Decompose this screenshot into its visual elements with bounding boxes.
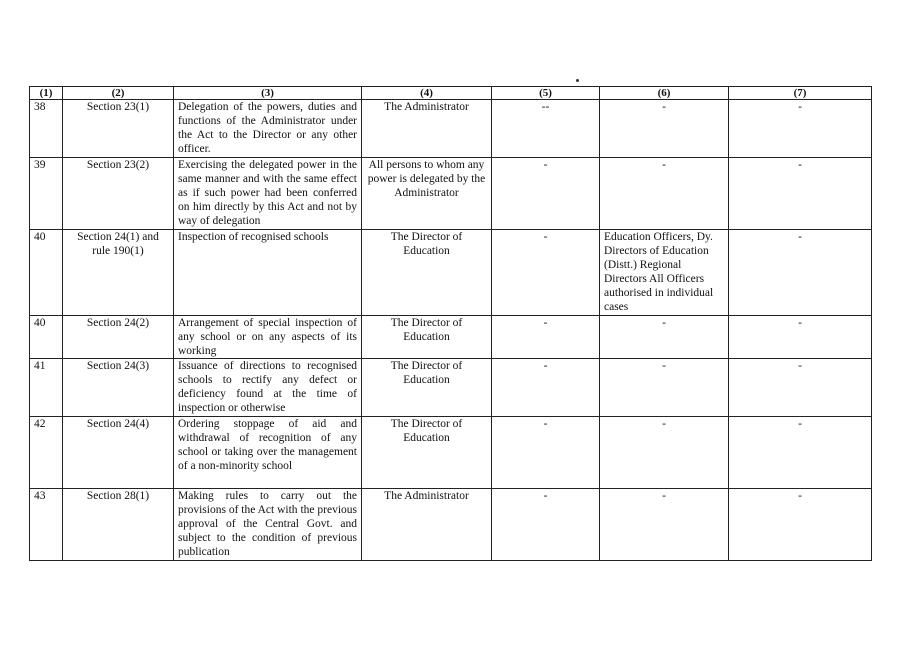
row-number: 40 <box>30 316 63 359</box>
col7-value: - <box>729 417 872 489</box>
col5-value: -- <box>492 100 600 158</box>
table-row <box>30 100 872 158</box>
power-description: Issuance of directions to recognised schools to rectify any defect or deficiency found at the time of inspection or otherwise <box>174 359 362 417</box>
table-row <box>30 158 872 230</box>
power-description: Arrangement of special inspection of any school or on any aspects of its working <box>174 316 362 359</box>
col7-value: - <box>729 359 872 417</box>
col-header-6: (6) <box>600 87 729 100</box>
section-ref: Section 24(2) <box>63 316 174 359</box>
col5-value: - <box>492 230 600 316</box>
authority: The Director of Education <box>362 316 492 359</box>
scan-speck <box>576 79 579 82</box>
col5-value: - <box>492 417 600 489</box>
row-number: 39 <box>30 158 63 230</box>
authority: The Administrator <box>362 489 492 561</box>
col7-value: - <box>729 489 872 561</box>
delegate-officers: - <box>600 359 729 417</box>
delegate-officers: - <box>600 158 729 230</box>
col5-value: - <box>492 158 600 230</box>
col7-value: - <box>729 158 872 230</box>
authority: The Administrator <box>362 100 492 158</box>
col7-value: - <box>729 100 872 158</box>
table-row <box>30 230 872 316</box>
col-header-2: (2) <box>63 87 174 100</box>
delegation-table-container <box>29 86 871 561</box>
row-number: 40 <box>30 230 63 316</box>
power-description: Inspection of recognised schools <box>174 230 362 316</box>
authority: The Director of Education <box>362 359 492 417</box>
authority: The Director of Education <box>362 417 492 489</box>
col5-value: - <box>492 489 600 561</box>
col-header-4: (4) <box>362 87 492 100</box>
col5-value: - <box>492 316 600 359</box>
col7-value: - <box>729 316 872 359</box>
col7-value: - <box>729 230 872 316</box>
table-row <box>30 417 872 489</box>
delegate-officers: Education Officers, Dy. Directors of Education (Distt.) Regional Directors All Officers authorised in individual cases <box>600 230 729 316</box>
section-ref: Section 24(1) and rule 190(1) <box>63 230 174 316</box>
col-header-1: (1) <box>30 87 63 100</box>
delegate-officers: - <box>600 100 729 158</box>
section-ref: Section 24(3) <box>63 359 174 417</box>
power-description: Exercising the delegated power in the same manner and with the same effect as if such power had been conferred on him directly by this Act and not by way of delegation <box>174 158 362 230</box>
delegate-officers: - <box>600 417 729 489</box>
header-row <box>30 87 872 100</box>
delegate-officers: - <box>600 316 729 359</box>
section-ref: Section 23(2) <box>63 158 174 230</box>
power-description: Ordering stoppage of aid and withdrawal of recognition of any school or taking over the management of a non-minority school <box>174 417 362 489</box>
delegate-officers: - <box>600 489 729 561</box>
row-number: 38 <box>30 100 63 158</box>
authority: All persons to whom any power is delegated by the Administrator <box>362 158 492 230</box>
col-header-3: (3) <box>174 87 362 100</box>
col-header-5: (5) <box>492 87 600 100</box>
col-header-7: (7) <box>729 87 872 100</box>
power-description: Delegation of the powers, duties and functions of the Administrator under the Act to the Director or any other officer. <box>174 100 362 158</box>
table-row <box>30 316 872 359</box>
table-row <box>30 359 872 417</box>
power-description: Making rules to carry out the provisions of the Act with the previous approval of the Central Govt. and subject to the condition of previous publication <box>174 489 362 561</box>
section-ref: Section 28(1) <box>63 489 174 561</box>
col5-value: - <box>492 359 600 417</box>
section-ref: Section 23(1) <box>63 100 174 158</box>
delegation-table <box>29 86 872 561</box>
row-number: 41 <box>30 359 63 417</box>
row-number: 43 <box>30 489 63 561</box>
row-number: 42 <box>30 417 63 489</box>
section-ref: Section 24(4) <box>63 417 174 489</box>
authority: The Director of Education <box>362 230 492 316</box>
table-row <box>30 489 872 561</box>
